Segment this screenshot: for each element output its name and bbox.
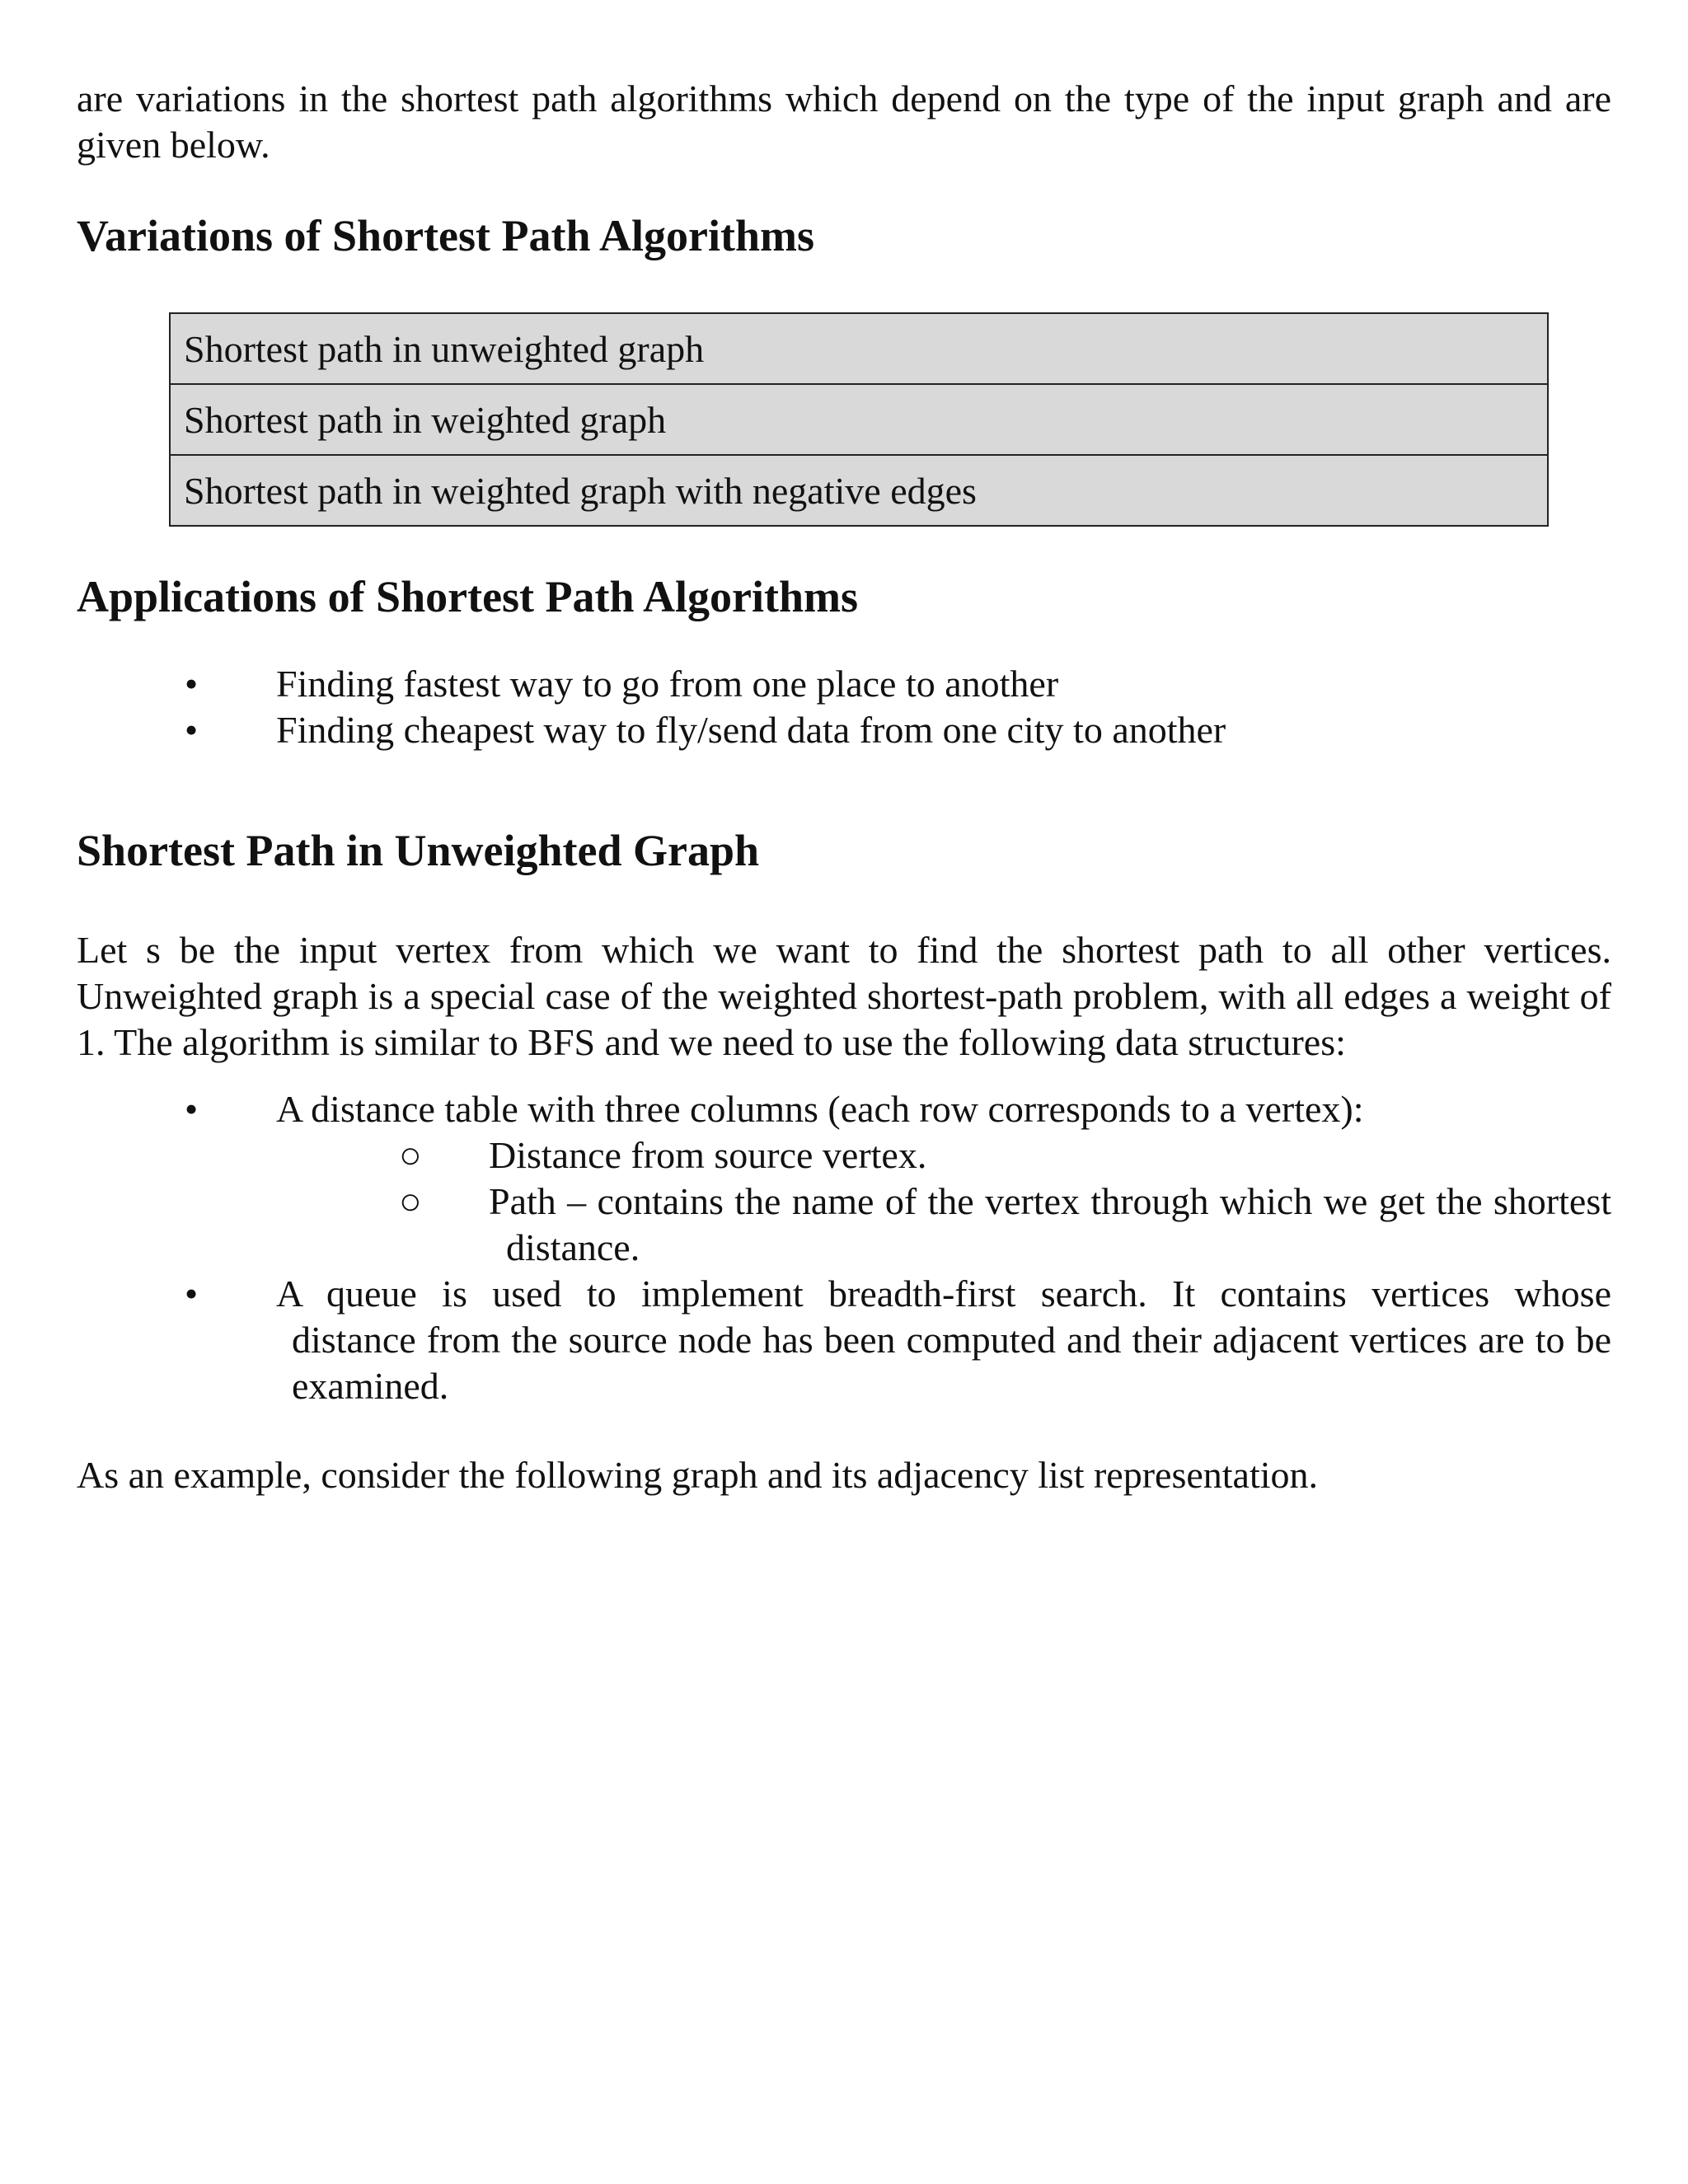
list-item: A distance table with three columns (each row corresponds to a vertex): — [276, 1088, 1364, 1130]
applications-heading: Applications of Shortest Path Algorithms — [77, 572, 859, 621]
circle-bullet-icon: ○ — [399, 1134, 422, 1176]
bullet-icon: • — [185, 663, 199, 705]
sub-list-item: Distance from source vertex. — [489, 1134, 927, 1176]
unweighted-paragraph: Let s be the input vertex from which we want to find the shortest path to all other vertices. Unweighted graph is a special case of the weighted shortest-path problem, with all edges a weight of 1. The algorithm is similar to BFS and we need to use the following data structures: — [77, 929, 1611, 1063]
unweighted-heading: Shortest Path in Unweighted Graph — [77, 826, 760, 875]
variations-table — [169, 312, 1549, 527]
circle-bullet-icon: ○ — [399, 1180, 422, 1222]
table-row — [170, 384, 1548, 455]
sub-list-item: Path – contains the name of the vertex through which we get the shortest — [489, 1180, 1611, 1222]
variations-heading: Variations of Shortest Path Algorithms — [77, 211, 815, 260]
intro-line-1: are variations in the shortest path algorithms which depend on the type of the input graph and are — [77, 77, 1611, 120]
list-item: Finding cheapest way to fly/send data from one city to another — [276, 709, 1226, 751]
bullet-icon: • — [185, 1088, 199, 1130]
table-cell: Shortest path in unweighted graph — [170, 313, 1548, 384]
sub-list-item-continuation: distance. — [506, 1226, 640, 1268]
table-row — [170, 455, 1548, 526]
table-row — [170, 313, 1548, 384]
list-item: A queue is used to implement breadth-first search. It contains vertices whose — [276, 1272, 1611, 1315]
closing-paragraph: As an example, consider the following graph and its adjacency list representation. — [77, 1454, 1319, 1496]
bullet-icon: • — [185, 709, 199, 751]
list-item: Finding fastest way to go from one place to another — [276, 663, 1059, 705]
table-cell: Shortest path in weighted graph — [170, 384, 1548, 455]
table-cell: Shortest path in weighted graph with negative edges — [170, 455, 1548, 526]
bullet-icon: • — [185, 1272, 199, 1315]
intro-line-2: given below. — [77, 124, 270, 166]
list-item-continuation: distance from the source node has been computed and their adjacent vertices are to be examined. — [292, 1319, 1611, 1407]
